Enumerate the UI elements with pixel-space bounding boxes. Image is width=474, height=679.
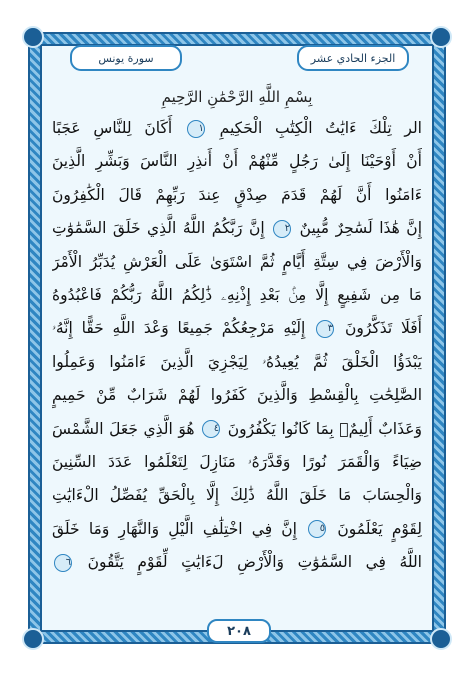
verse-text: أَنْ أَوْحَيْنَا إِلَىٰ رَجُلٍ مِّنْهُمْ أَنْ أَنذِرِ النَّاسَ وَبَشِّرِ الَّذِينَ (52, 152, 422, 171)
verse-text: أَفَلَا تَذَكَّرُونَ (344, 319, 422, 338)
verse-lines (52, 112, 422, 579)
verse-text: ءَامَنُوا أَنَّ لَهُمْ قَدَمَ صِدْقٍ عِندَ رَبِّهِمْ قَالَ الْكَٰفِرُونَ (52, 185, 422, 204)
surah-header: سورة يونس (70, 45, 182, 71)
ayah-number-marker: ٥ (308, 520, 326, 538)
ayah-number-marker: ٦ (54, 554, 72, 572)
verse-text: اللَّهُ فِي السَّمَٰوَٰتِ وَالْأَرْضِ لَءَايَٰتٍ لِّقَوْمٍ يَتَّقُونَ (87, 553, 422, 572)
frame-corner-ornament (430, 26, 452, 48)
verse-text: إِنَّ رَبَّكُمُ اللَّهُ الَّذِي خَلَقَ السَّمَٰوَٰتِ (52, 219, 265, 238)
verse-line (52, 446, 422, 479)
verse-text: وَعَذَابٌ أَلِيمٌۢ بِمَا كَانُوا يَكْفُرُونَ (227, 419, 422, 438)
verse-text: لِقَوْمٍ يَعْلَمُونَ (337, 519, 422, 538)
ayah-number-marker: ٢ (273, 220, 291, 238)
juz-header: الجزء الحادي عشر (297, 45, 409, 71)
verse-line (52, 112, 422, 145)
frame-corner-ornament (22, 26, 44, 48)
verse-text: إِنَّ فِي اخْتِلَٰفِ الَّيْلِ وَالنَّهَارِ وَمَا خَلَقَ (52, 519, 297, 538)
verse-line (52, 246, 422, 279)
verse-line (52, 346, 422, 379)
verse-text: ضِيَاءً وَالْقَمَرَ نُورًا وَقَدَّرَهُۥ مَنَازِلَ لِتَعْلَمُوا عَدَدَ السِّنِينَ (52, 452, 422, 471)
verse-text: إِنَّ هَٰذَا لَسَٰحِرٌ مُّبِينٌ (299, 219, 422, 238)
verse-line (52, 513, 422, 546)
page-number: ٢٠٨ (207, 619, 271, 643)
frame-corner-ornament (22, 628, 44, 650)
verse-text: هُوَ الَّذِي جَعَلَ الشَّمْسَ (52, 419, 195, 438)
verse-text: إِلَيْهِ مَرْجِعُكُمْ جَمِيعًا وَعْدَ اللَّهِ حَقًّا إِنَّهُۥ (52, 319, 306, 338)
verse-text: الصَّٰلِحَٰتِ بِالْقِسْطِ وَالَّذِينَ كَفَرُوا لَهُمْ شَرَابٌ مِّنْ حَمِيمٍ (52, 386, 422, 405)
quran-text (52, 82, 422, 616)
verse-line (52, 145, 422, 178)
verse-line (52, 279, 422, 312)
verse-line (52, 546, 422, 579)
verse-text: مَا مِن شَفِيعٍ إِلَّا مِنۢ بَعْدِ إِذْنِهِۦ ذَٰلِكُمُ اللَّهُ رَبُّكُمْ فَاعْبُدُوهُ (52, 285, 422, 304)
verse-text: أَكَانَ لِلنَّاسِ عَجَبًا (52, 119, 173, 137)
verse-line (52, 413, 422, 446)
verse-line (52, 479, 422, 512)
basmala: بِسْمِ اللَّهِ الرَّحْمَٰنِ الرَّحِيمِ (161, 88, 313, 106)
verse-text: وَالْأَرْضَ فِي سِتَّةِ أَيَّامٍ ثُمَّ اسْتَوَىٰ عَلَى الْعَرْشِ يُدَبِّرُ الْأَمْرَ (52, 252, 422, 271)
ayah-number-marker: ١ (187, 120, 205, 138)
verse-text: وَالْحِسَابَ مَا خَلَقَ اللَّهُ ذَٰلِكَ إِلَّا بِالْحَقِّ يُفَصِّلُ الْءَايَٰتِ (52, 486, 422, 505)
verse-line (52, 312, 422, 345)
verse-line (52, 212, 422, 245)
verse-text: يَبْدَؤُا الْخَلْقَ ثُمَّ يُعِيدُهُۥ لِيَجْزِيَ الَّذِينَ ءَامَنُوا وَعَمِلُوا (52, 352, 422, 371)
verse-line (52, 179, 422, 212)
verse-text: الر تِلْكَ ءَايَٰتُ الْكِتَٰبِ الْحَكِيمِ (219, 119, 422, 137)
frame-corner-ornament (430, 628, 452, 650)
ayah-number-marker: ٤ (202, 420, 220, 438)
ayah-number-marker: ٣ (316, 320, 334, 338)
verse-line (52, 379, 422, 412)
